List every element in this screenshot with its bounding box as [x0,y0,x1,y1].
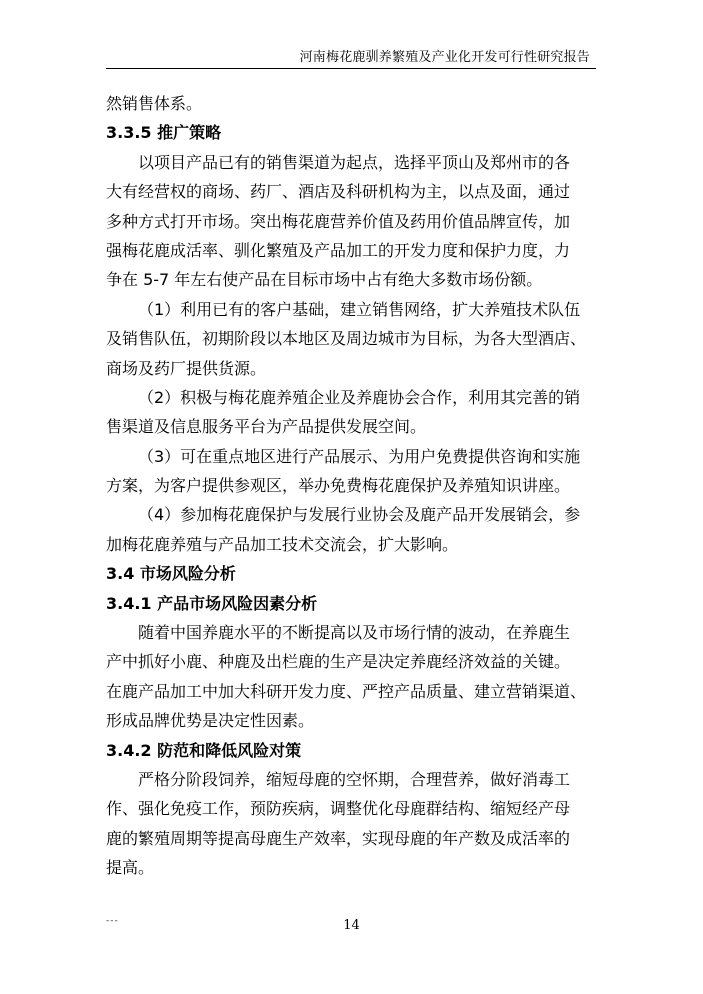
page-number: 14 [343,918,360,933]
paragraph-line: 产中抓好小鹿、种鹿及出栏鹿的生产是决定养鹿经济效益的关键。 [106,652,571,672]
paragraph-line: 售渠道及信息服务平台为产品提供发展空间。 [106,417,427,437]
paragraph-line: 随着中国养鹿水平的不断提高以及市场行情的波动，在养鹿生 [138,623,571,643]
section-heading-3-4: 3.4 市场风险分析 [106,564,236,584]
paragraph-line: 争在 5-7 年左右使产品在目标市场中占有绝大多数市场份额。 [106,270,543,290]
paragraph-line: 鹿的繁殖周期等提高母鹿生产效率，实现母鹿的年产数及成活率的 [106,828,571,848]
paragraph-line: 多种方式打开市场。突出梅花鹿营养价值及药用价值品牌宣传，加 [106,211,571,231]
paragraph-line: 形成品牌优势是决定性因素。 [106,711,315,731]
header-title: 河南梅花鹿驯养繁殖及产业化开发可行性研究报告 [299,50,590,65]
paragraph-line: （1）利用已有的客户基础，建立销售网络，扩大养殖技术队伍 [138,299,581,319]
paragraph-line: 大有经营权的商场、药厂、酒店及科研机构为主，以点及面，通过 [106,182,571,202]
paragraph-line: 严格分阶段饲养，缩短母鹿的空怀期，合理营养，做好消毒工 [138,769,571,789]
paragraph-line: （3）可在重点地区进行产品展示、为用户免费提供咨询和实施 [138,446,581,466]
section-heading-3-4-2: 3.4.2 防范和降低风险对策 [106,740,302,760]
paragraph-line: 作、强化免疫工作，预防疾病，调整优化母鹿群结构、缩短经产母 [106,799,571,819]
paragraph-line: 加梅花鹿养殖与产品加工技术交流会，扩大影响。 [106,534,459,554]
paragraph-line: 及销售队伍，初期阶段以本地区及周边城市为目标，为各大型酒店、 [106,329,587,349]
paragraph-line: 提高。 [106,858,155,878]
paragraph-line: 商场及药厂提供货源。 [106,358,267,378]
paragraph-line: 方案，为客户提供参观区，举办免费梅花鹿保护及养殖知识讲座。 [106,476,571,496]
footer-mark: --- [106,916,119,926]
section-heading-3-3-5: 3.3.5 推广策略 [106,123,222,143]
body-text [106,89,598,883]
paragraph-line: 在鹿产品加工中加大科研开发力度、严控产品质量、建立营销渠道、 [106,681,587,701]
paragraph-line: （4）参加梅花鹿保护与发展行业协会及鹿产品开发展销会，参 [138,505,581,525]
paragraph-line: （2）积极与梅花鹿养殖企业及养鹿协会合作，利用其完善的销 [138,387,581,407]
paragraph-line: 以项目产品已有的销售渠道为起点，选择平顶山及郑州市的各 [138,152,571,172]
page-header [106,44,596,69]
section-heading-3-4-1: 3.4.1 产品市场风险因素分析 [106,593,318,613]
paragraph-line: 然销售体系。 [106,94,203,113]
paragraph-line: 强梅花鹿成活率、驯化繁殖及产品加工的开发力度和保护力度，力 [106,240,571,260]
